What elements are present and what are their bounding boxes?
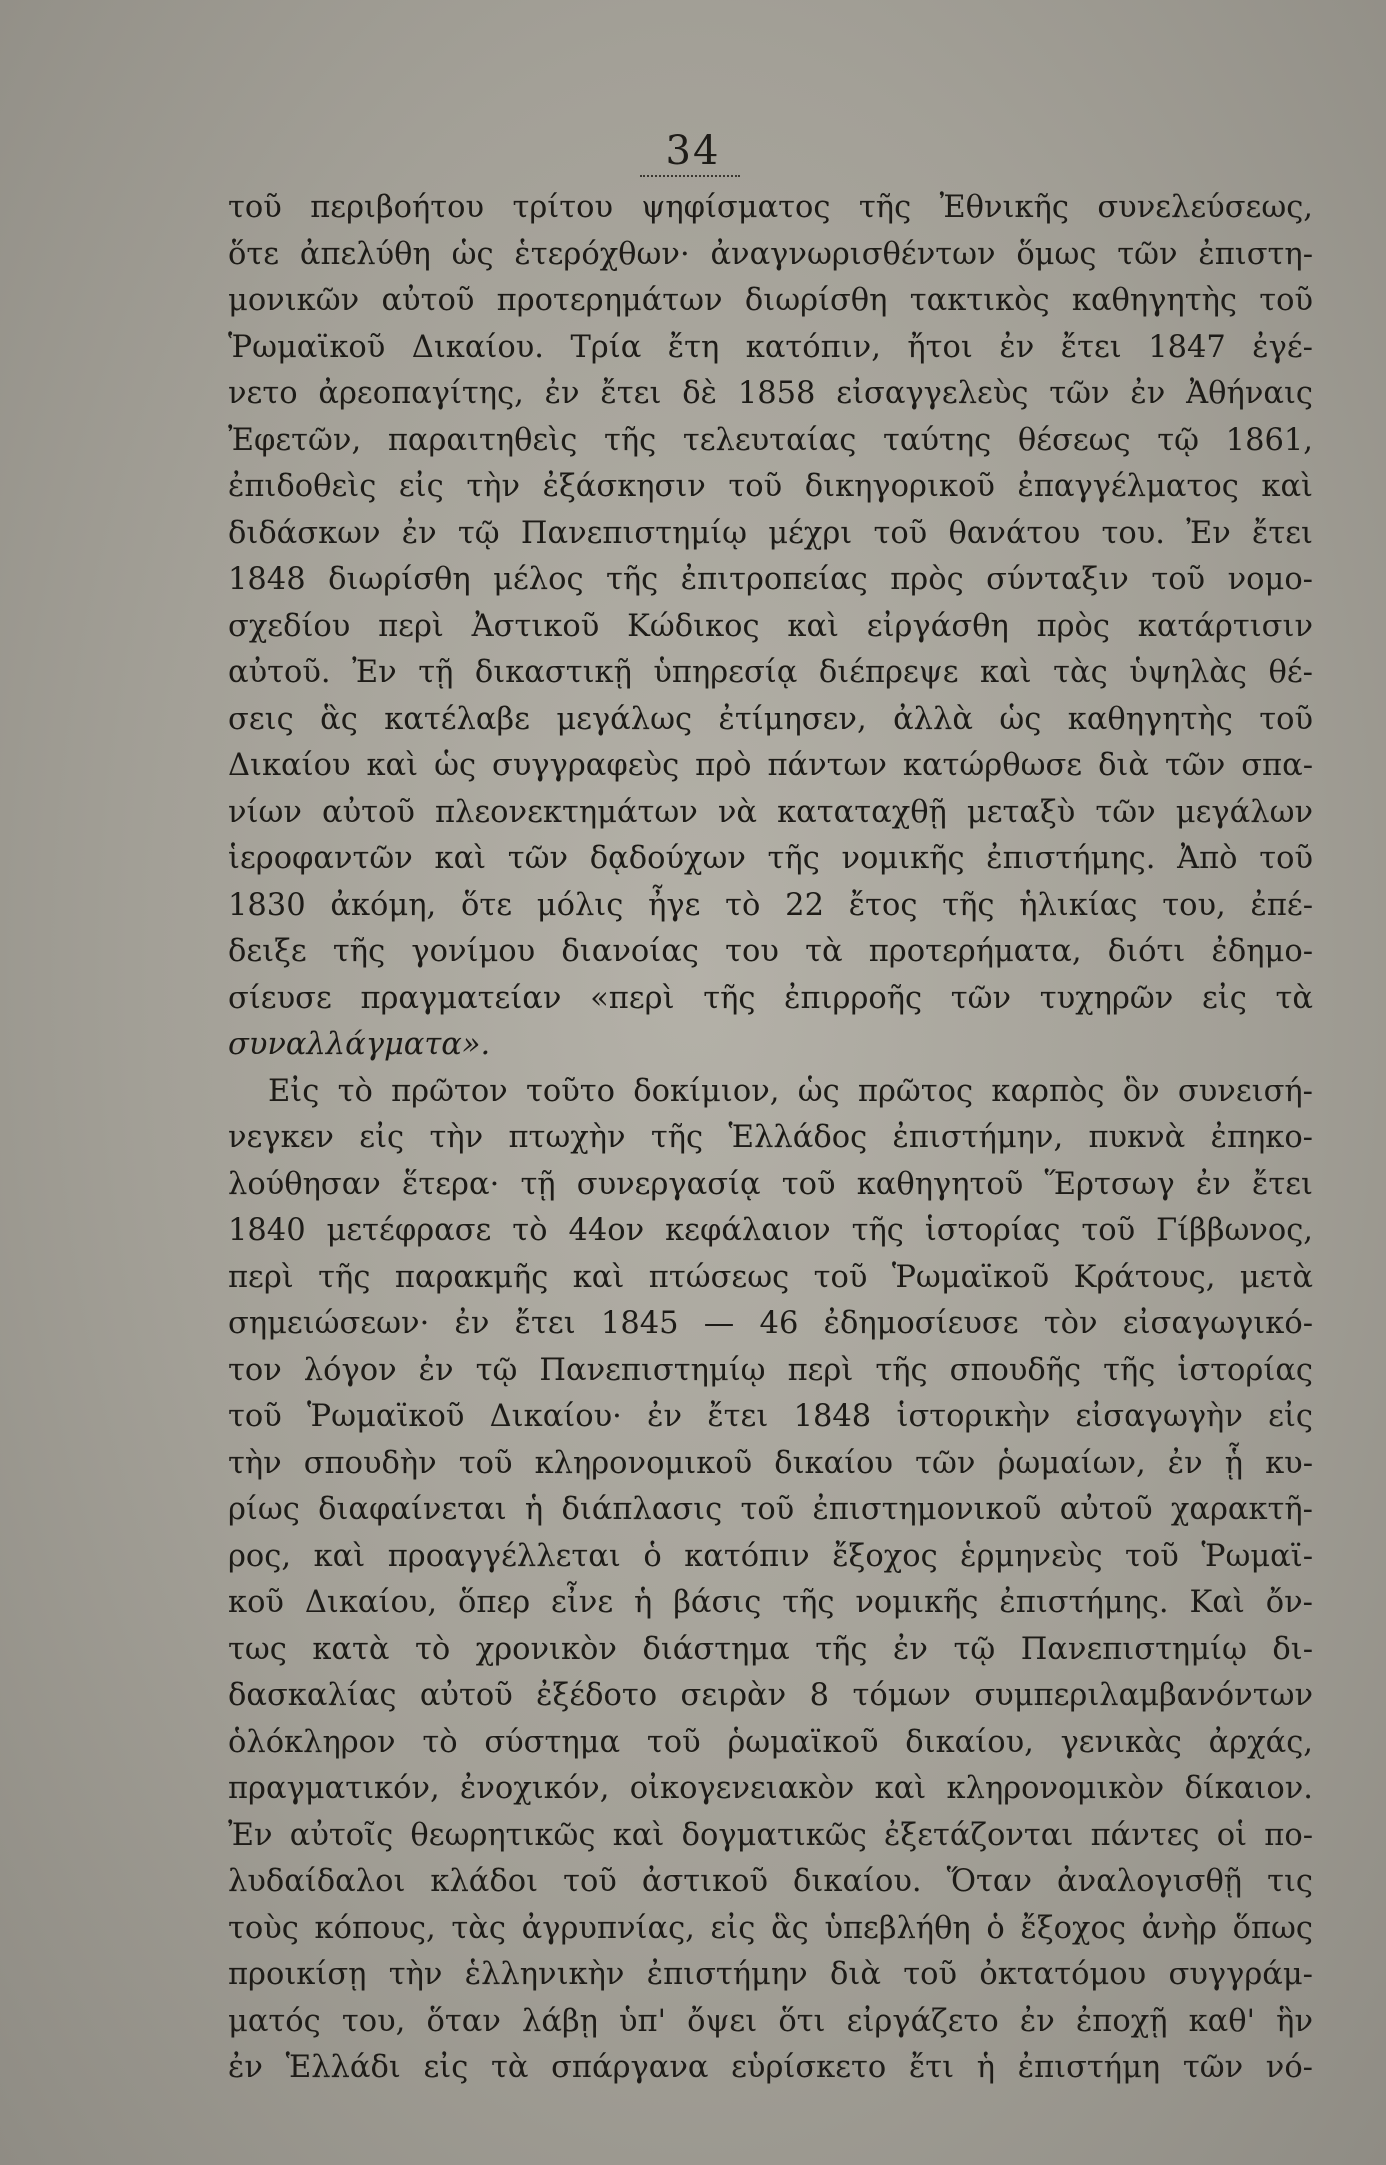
text-line: νετο ἀρεοπαγίτης, ἐν ἔτει δὲ 1858 εἰσαγγελεὺς τῶν ἐν Ἀθήναις (228, 376, 1313, 411)
body-text (228, 185, 1313, 2092)
page-number-rule (640, 175, 740, 177)
page-number: 34 (665, 128, 721, 174)
text-line: πραγματικόν, ἐνοχικόν, οἰκογενειακὸν καὶ κληρονομικὸν δίκαιον. (228, 1771, 1313, 1806)
text-line: Εἰς τὸ πρῶτον τοῦτο δοκίμιον, ὡς πρῶτος καρπὸς ὃν συνεισή- (268, 1073, 1313, 1109)
text-line: τὴν σπουδὴν τοῦ κληρονομικοῦ δικαίου τῶν ῥωμαίων, ἐν ᾗ κυ- (228, 1445, 1313, 1481)
text-line: ρίως διαφαίνεται ἡ διάπλασις τοῦ ἐπιστημονικοῦ αὐτοῦ χαρακτῆ- (228, 1492, 1313, 1527)
text-line: τον λόγον ἐν τῷ Πανεπιστημίῳ περὶ τῆς σπουδῆς τῆς ἱστορίας (228, 1352, 1313, 1388)
text-line: σημειώσεων· ἐν ἔτει 1845 — 46 ἐδημοσίευσε τὸν εἰσαγωγικό- (228, 1306, 1313, 1341)
text-line: ὁλόκληρον τὸ σύστημα τοῦ ῥωμαϊκοῦ δικαίου, γενικὰς ἀρχάς, (228, 1724, 1313, 1760)
text-line: κοῦ Δικαίου, ὅπερ εἶνε ἡ βάσις τῆς νομικῆς ἐπιστήμης. Καὶ ὄν- (228, 1585, 1313, 1620)
text-line: τοῦ περιβοήτου τρίτου ψηφίσματος τῆς Ἐθνικῆς συνελεύσεως, (228, 190, 1313, 225)
text-line: δασκαλίας αὐτοῦ ἐξέδοτο σειρὰν 8 τόμων συμπεριλαμβανόντων (228, 1678, 1313, 1713)
text-line: νίων αὐτοῦ πλεονεκτημάτων νὰ καταταχθῇ μεταξὺ τῶν μεγάλων (228, 794, 1313, 830)
text-line: τως κατὰ τὸ χρονικὸν διάστημα τῆς ἐν τῷ Πανεπιστημίῳ δι- (228, 1631, 1313, 1667)
text-line: τοὺς κόπους, τὰς ἀγρυπνίας, εἰς ἃς ὑπεβλήθη ὁ ἔξοχος ἀνὴρ ὅπως (228, 1910, 1313, 1946)
text-line: ἐπιδοθεὶς εἰς τὴν ἐξάσκησιν τοῦ δικηγορικοῦ ἐπαγγέλματος καὶ (228, 469, 1313, 504)
text-line: 1830 ἀκόμη, ὅτε μόλις ἦγε τὸ 22 ἔτος τῆς ἡλικίας του, ἐπέ- (228, 887, 1313, 923)
text-line: 1848 διωρίσθη μέλος τῆς ἐπιτροπείας πρὸς σύνταξιν τοῦ νομο- (228, 562, 1313, 597)
text-line: διδάσκων ἐν τῷ Πανεπιστημίῳ μέχρι τοῦ θανάτου του. Ἐν ἔτει (228, 515, 1313, 551)
text-line: σίευσε πραγματείαν «περὶ τῆς ἐπιρροῆς τῶν τυχηρῶν εἰς τὰ (228, 980, 1313, 1016)
text-line: Ἐν αὐτοῖς θεωρητικῶς καὶ δογματικῶς ἐξετάζονται πάντες οἱ πο- (228, 1817, 1313, 1853)
text-line: σεις ἃς κατέλαβε μεγάλως ἐτίμησεν, ἀλλὰ ὡς καθηγητὴς τοῦ (228, 701, 1313, 737)
text-line: μονικῶν αὐτοῦ προτερημάτων διωρίσθη τακτικὸς καθηγητὴς τοῦ (228, 283, 1313, 318)
text-line: περὶ τῆς παρακμῆς καὶ πτώσεως τοῦ Ῥωμαϊκοῦ Κράτους, μετὰ (228, 1259, 1313, 1295)
text-line: σχεδίου περὶ Ἀστικοῦ Κώδικος καὶ εἰργάσθη πρὸς κατάρτισιν (228, 608, 1313, 644)
text-line: αὐτοῦ. Ἐν τῇ δικαστικῇ ὑπηρεσίᾳ διέπρεψε καὶ τὰς ὑψηλὰς θέ- (228, 655, 1313, 690)
text-line: δειξε τῆς γονίμου διανοίας του τὰ προτερήματα, διότι ἐδημο- (228, 934, 1313, 969)
text-line: Δικαίου καὶ ὡς συγγραφεὺς πρὸ πάντων κατώρθωσε διὰ τῶν σπα- (228, 748, 1313, 783)
text-line: προικίσῃ τὴν ἑλληνικὴν ἐπιστήμην διὰ τοῦ ὀκτατόμου συγγράμ- (228, 1957, 1313, 1992)
text-line: νεγκεν εἰς τὴν πτωχὴν τῆς Ἑλλάδος ἐπιστήμην, πυκνὰ ἐπηκο- (228, 1120, 1313, 1155)
text-line: 1840 μετέφρασε τὸ 44ον κεφάλαιον τῆς ἱστορίας τοῦ Γίββωνος, (228, 1213, 1313, 1248)
text-line: Ῥωμαϊκοῦ Δικαίου. Τρία ἔτη κατόπιν, ἤτοι ἐν ἔτει 1847 ἐγέ- (228, 329, 1313, 365)
text-line: ματός του, ὅταν λάβῃ ὑπ' ὄψει ὅτι εἰργάζετο ἐν ἐποχῇ καθ' ἣν (228, 2003, 1313, 2039)
text-line: ἱεροφαντῶν καὶ τῶν δᾳδούχων τῆς νομικῆς ἐπιστήμης. Ἀπὸ τοῦ (228, 841, 1313, 876)
text-line: ὅτε ἀπελύθη ὡς ἑτερόχθων· ἀναγνωρισθέντων ὅμως τῶν ἐπιστη- (228, 236, 1313, 272)
text-line: τοῦ Ῥωμαϊκοῦ Δικαίου· ἐν ἔτει 1848 ἱστορικὴν εἰσαγωγὴν εἰς (228, 1399, 1313, 1434)
text-line: Ἐφετῶν, παραιτηθεὶς τῆς τελευταίας ταύτης θέσεως τῷ 1861, (228, 422, 1313, 458)
text-line: λυδαίδαλοι κλάδοι τοῦ ἀστικοῦ δικαίου. Ὅταν ἀναλογισθῇ τις (228, 1864, 1313, 1899)
text-line: συναλλάγματα». (228, 1027, 491, 1062)
text-line: λούθησαν ἕτερα· τῇ συνεργασίᾳ τοῦ καθηγητοῦ Ἕρτσωγ ἐν ἔτει (228, 1166, 1313, 1202)
text-line: ρος, καὶ προαγγέλλεται ὁ κατόπιν ἔξοχος ἑρμηνεὺς τοῦ Ῥωμαϊ- (228, 1538, 1313, 1574)
text-line: ἐν Ἑλλάδι εἰς τὰ σπάργανα εὑρίσκετο ἔτι ἡ ἐπιστήμη τῶν νό- (228, 2050, 1313, 2085)
